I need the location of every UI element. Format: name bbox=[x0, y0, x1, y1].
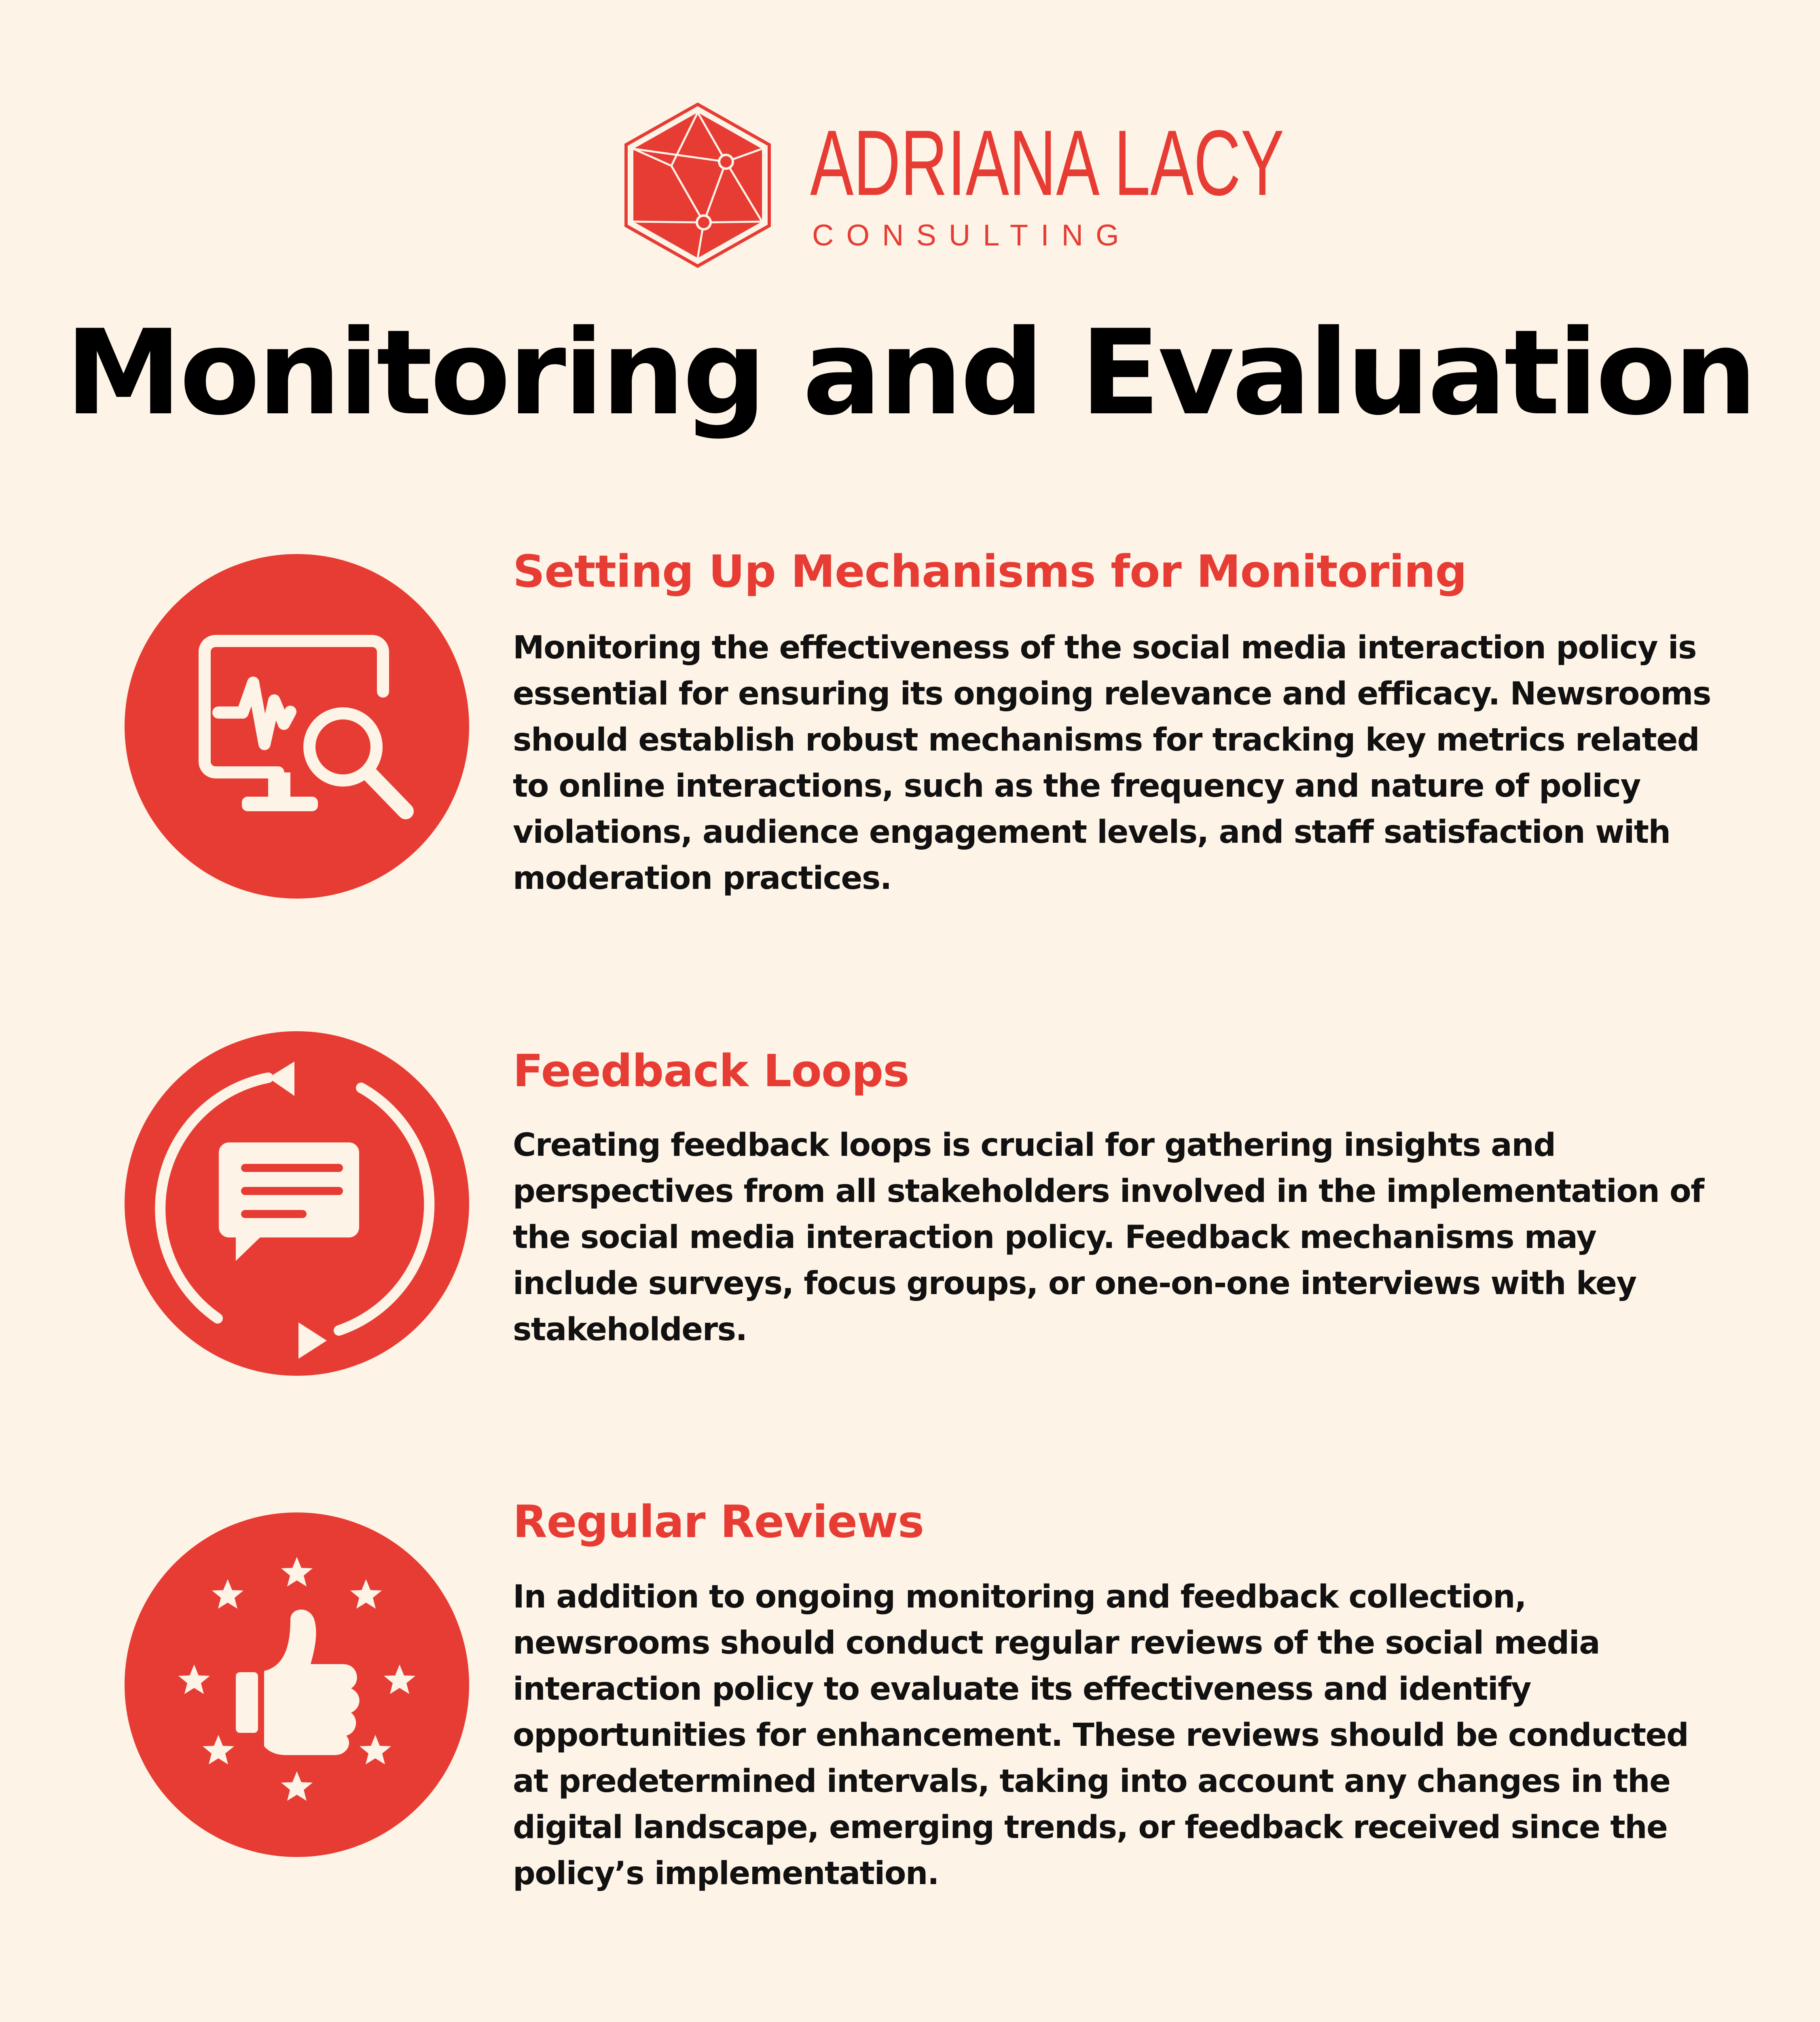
section-heading: Regular Reviews bbox=[513, 1496, 924, 1548]
brand-tagline: CONSULTING bbox=[812, 218, 1132, 252]
thumbs-up-stars-icon bbox=[125, 1512, 469, 1857]
section-body: Creating feedback loops is crucial for gathering insights and perspectives from all stakeholders involved in the implementation of the social media interaction policy. Feedback mechanisms may include surveys, focus groups, or one-on-one interviews with key stakeholders. bbox=[513, 1127, 1704, 1348]
hexagon-network-logo-icon bbox=[623, 101, 772, 269]
section-body: Monitoring the effectiveness of the social media interaction policy is essential for ensuring its ongoing relevance and efficacy. Newsrooms should establish robust mechanisms for tracking key metrics related to online interactions, such as the frequency and nature of policy violations, audience engagement levels, and staff satisfaction with moderation practices. bbox=[513, 630, 1711, 897]
brand-name: ADRIANA LACY bbox=[810, 111, 1285, 215]
section-heading: Feedback Loops bbox=[513, 1045, 909, 1097]
section-body: In addition to ongoing monitoring and feedback collection, newsrooms should conduct regular reviews of the social media interaction policy to evaluate its effectiveness and identify opportunities for enhancement. These reviews should be conducted at predetermined intervals, taking into account any changes in the digital landscape, emerging trends, or feedback received since the policy’s implementation. bbox=[513, 1579, 1689, 1892]
monitor-search-icon bbox=[125, 554, 469, 899]
feedback-loop-icon bbox=[125, 1031, 469, 1376]
page-title: Monitoring and Evaluation bbox=[65, 305, 1755, 441]
section-heading: Setting Up Mechanisms for Monitoring bbox=[513, 546, 1467, 597]
brand-logo bbox=[623, 101, 1285, 271]
